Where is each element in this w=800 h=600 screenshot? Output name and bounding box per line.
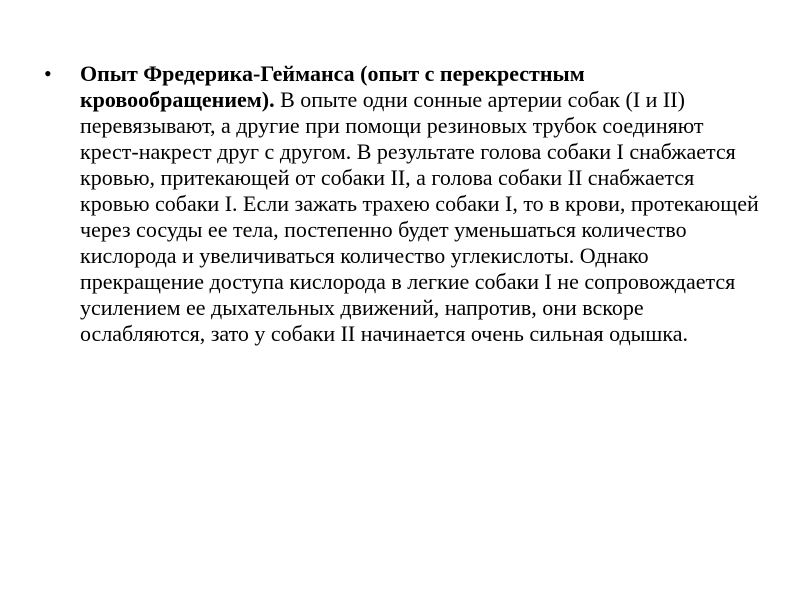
bullet-icon: • xyxy=(44,61,52,86)
bold-lead-text: Опыт Фредерика-Гейманса (опыт с перекрестным кровообращением). xyxy=(80,61,585,112)
bullet-item xyxy=(44,61,764,347)
body-text: В опыте одни сонные артерии собак (I и II) перевязывают, а другие при помощи резиновых трубок соединяют крест-накрест друг с другом. В результате голова собаки I снабжается кровью, притекающей от собаки II, а голова собаки II снабжается кровью собаки I. Если зажать трахею собаки I, то в крови, протекающей через сосуды ее тела, постепенно будет уменьшаться количество кислорода и увеличиваться количество углекислоты. Однако прекращение доступа кислорода в легкие собаки I не сопровождается усилением ее дыхательных движений, напротив, они вскоре ослабляются, зато у собаки II начинается очень сильная одышка. xyxy=(80,87,759,346)
slide-content xyxy=(44,61,764,347)
bullet-paragraph xyxy=(80,61,764,347)
